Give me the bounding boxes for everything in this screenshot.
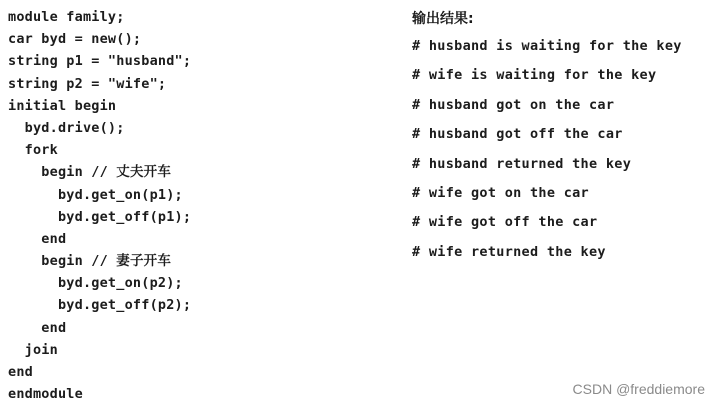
output-line: # husband got on the car <box>412 96 615 113</box>
output-line: # husband returned the key <box>412 155 632 172</box>
code-line: module family; <box>8 9 125 25</box>
code-line: end <box>8 364 33 380</box>
code-line: fork <box>8 142 58 159</box>
output-line: # wife is waiting for the key <box>412 67 657 84</box>
watermark: CSDN @freddiemore <box>572 381 705 397</box>
code-line-comment-husband: begin // 丈夫开车 <box>8 164 172 181</box>
output-line: # wife got on the car <box>412 184 589 201</box>
code-line: byd.get_off(p2); <box>8 297 192 314</box>
output-line: # wife got off the car <box>412 214 598 231</box>
code-listing <box>8 6 388 405</box>
code-line: string p1 = "husband"; <box>8 53 192 70</box>
output-line: # wife returned the key <box>412 243 606 260</box>
code-line: end <box>8 230 67 247</box>
code-line: endmodule <box>8 386 83 403</box>
code-line: car byd = new(); <box>8 31 142 48</box>
code-line: end <box>8 319 67 336</box>
output-title: 输出结果: <box>412 11 474 27</box>
code-line: byd.get_on(p1); <box>8 186 183 203</box>
code-line: join <box>8 341 58 358</box>
code-line: initial begin <box>8 97 117 114</box>
code-line-comment-wife: begin // 妻子开车 <box>8 253 172 270</box>
code-line: byd.get_off(p1); <box>8 208 192 225</box>
output-line: # husband is waiting for the key <box>412 38 682 54</box>
code-line: byd.get_on(p2); <box>8 275 183 292</box>
output-panel <box>412 8 717 267</box>
code-line: byd.drive(); <box>8 119 125 136</box>
code-line: string p2 = "wife"; <box>8 75 167 92</box>
output-line: # husband got off the car <box>412 126 623 143</box>
